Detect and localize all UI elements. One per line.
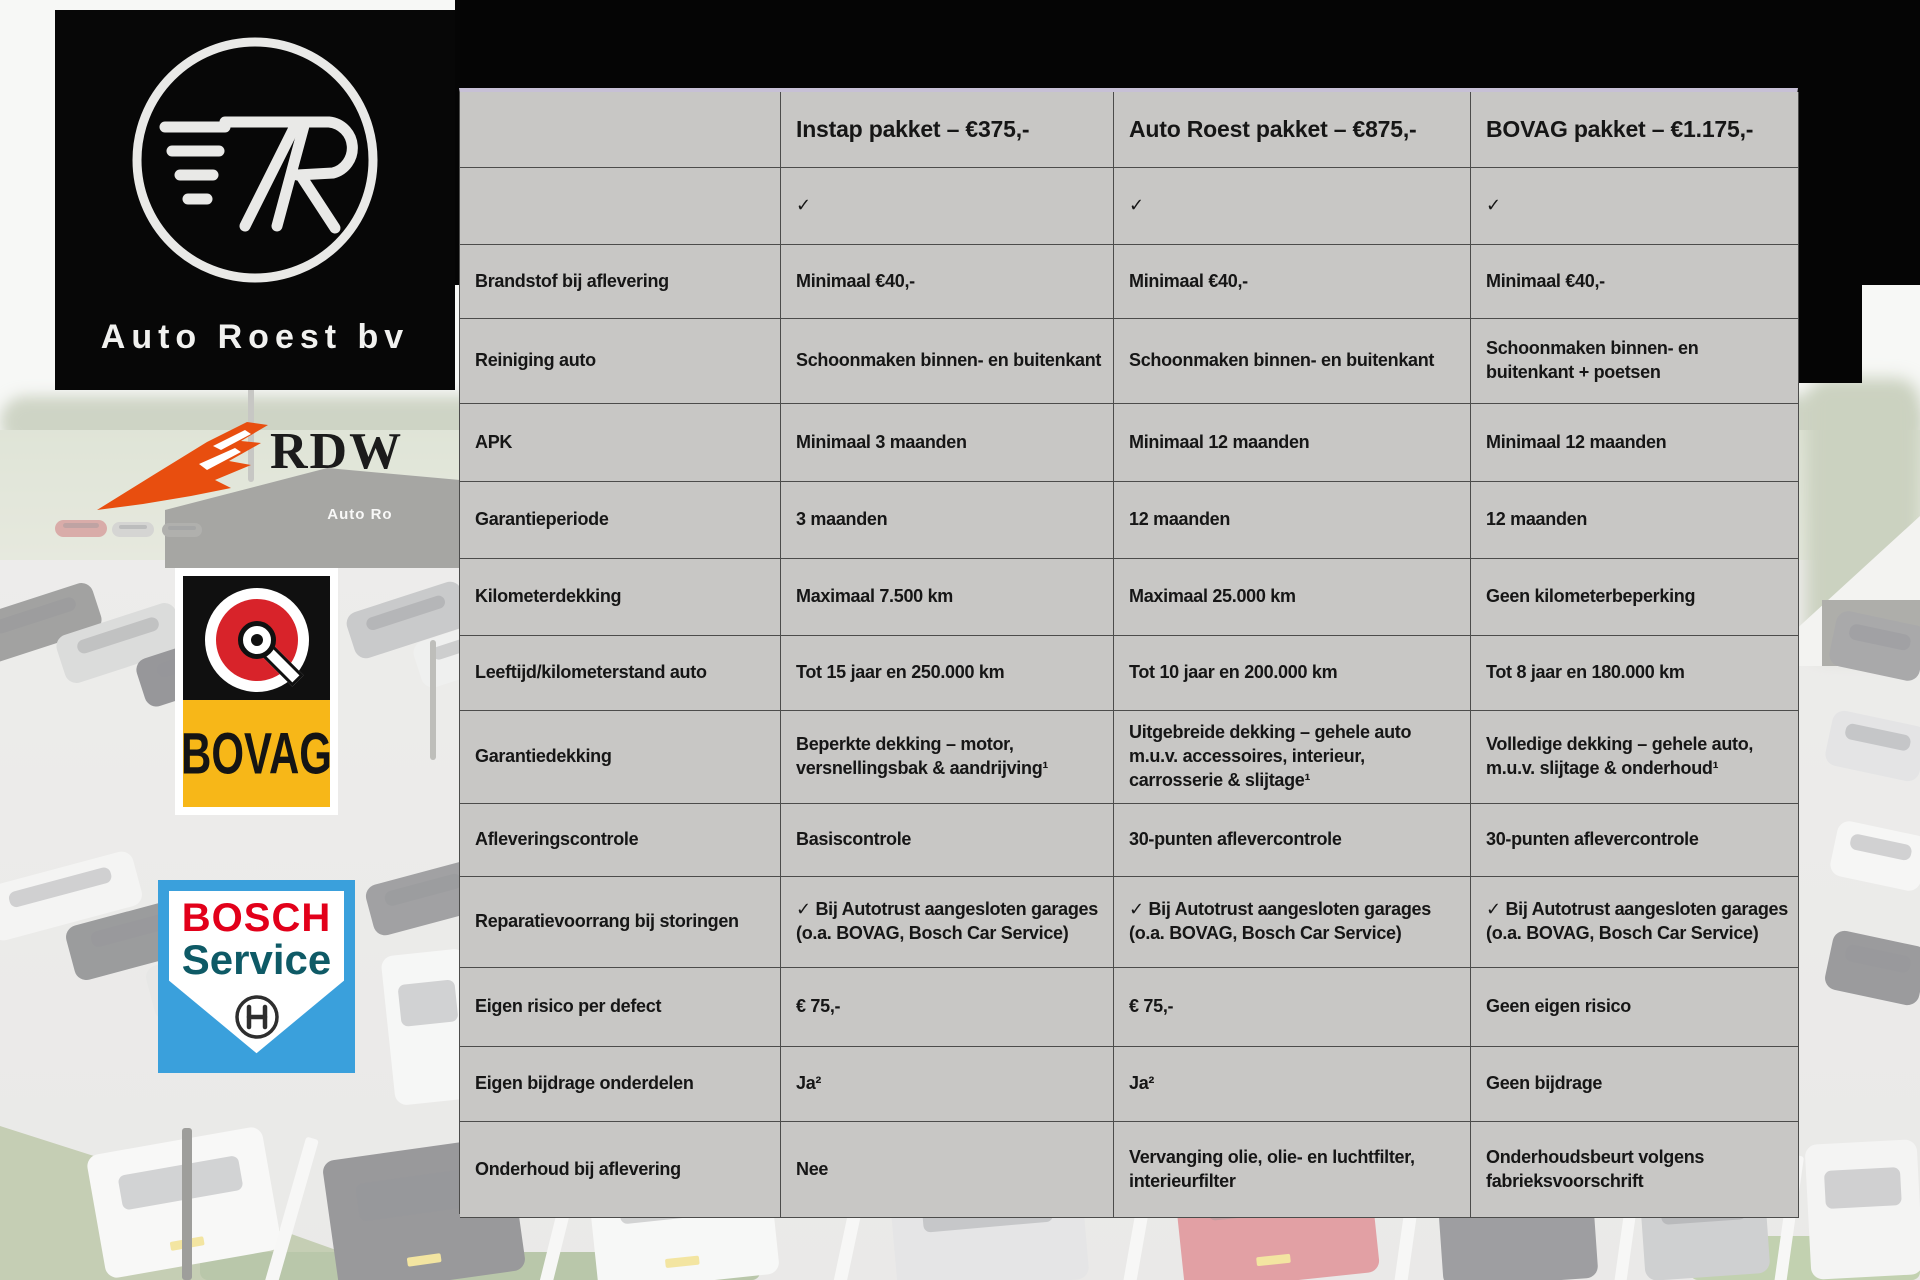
bovag-wordmark-area: [183, 700, 330, 807]
rdw-wordmark: RDW: [270, 423, 404, 480]
cell-value: ✓: [1114, 168, 1471, 245]
row-label: Garantiedekking: [460, 711, 781, 804]
cell-value: Schoonmaken binnen- en buitenkant: [781, 319, 1114, 404]
cell-value: 12 maanden: [1114, 482, 1471, 559]
row-label: [460, 168, 781, 245]
row-label: Onderhoud bij aflevering: [460, 1122, 781, 1218]
cell-value: Vervanging olie, olie- en luchtfilter, interieurfilter: [1114, 1122, 1471, 1218]
corner-cell: [460, 92, 781, 168]
package-comparison-table: [459, 88, 1798, 1214]
column-header: Instap pakket – €375,-: [781, 92, 1114, 168]
cell-value: 12 maanden: [1471, 482, 1799, 559]
cell-value: Minimaal €40,-: [1471, 245, 1799, 319]
row-label: Reiniging auto: [460, 319, 781, 404]
cell-value: ✓: [1471, 168, 1799, 245]
rdw-logo: [95, 412, 405, 527]
cell-value: 3 maanden: [781, 482, 1114, 559]
dealer-name: Auto Roest bv: [100, 318, 410, 356]
cell-value: Beperkte dekking – motor, versnellingsbak & aandrijving¹: [781, 711, 1114, 804]
bovag-wordmark: BOVAG: [181, 719, 332, 786]
rdw-wing-icon: [95, 412, 270, 512]
bosch-armature-icon: [232, 992, 282, 1047]
row-label: Garantieperiode: [460, 482, 781, 559]
row-label: Reparatievoorrang bij storingen: [460, 877, 781, 968]
cell-value: Minimaal 12 maanden: [1114, 404, 1471, 482]
bosch-service-logo: [158, 880, 355, 1073]
bosch-wordmark: BOSCH: [181, 896, 332, 940]
cell-value: ✓ Bij Autotrust aangesloten garages (o.a. BOVAG, Bosch Car Service): [781, 877, 1114, 968]
cell-value: ✓ Bij Autotrust aangesloten garages (o.a. BOVAG, Bosch Car Service): [1471, 877, 1799, 968]
column-header: Auto Roest pakket – €875,-: [1114, 92, 1471, 168]
cell-value: Tot 10 jaar en 200.000 km: [1114, 636, 1471, 711]
cell-value: Schoonmaken binnen- en buitenkant: [1114, 319, 1471, 404]
cell-value: Geen eigen risico: [1471, 968, 1799, 1047]
cell-value: ✓: [781, 168, 1114, 245]
cell-value: Schoonmaken binnen- en buitenkant + poetsen: [1471, 319, 1799, 404]
bovag-symbol-icon: [183, 576, 330, 700]
row-label: APK: [460, 404, 781, 482]
cell-value: Tot 15 jaar en 250.000 km: [781, 636, 1114, 711]
cell-value: 30-punten aflevercontrole: [1114, 804, 1471, 877]
cell-value: Geen kilometerbeperking: [1471, 559, 1799, 636]
row-label: Afleveringscontrole: [460, 804, 781, 877]
cell-value: Minimaal €40,-: [1114, 245, 1471, 319]
bovag-logo: [175, 568, 338, 815]
column-header: BOVAG pakket – €1.175,-: [1471, 92, 1799, 168]
cell-value: Minimaal 12 maanden: [1471, 404, 1799, 482]
cell-value: Geen bijdrage: [1471, 1047, 1799, 1122]
cell-value: Nee: [781, 1122, 1114, 1218]
row-label: Eigen bijdrage onderdelen: [460, 1047, 781, 1122]
cell-value: € 75,-: [1114, 968, 1471, 1047]
cell-value: € 75,-: [781, 968, 1114, 1047]
cell-value: Ja²: [781, 1047, 1114, 1122]
cell-value: Maximaal 25.000 km: [1114, 559, 1471, 636]
cell-value: Minimaal 3 maanden: [781, 404, 1114, 482]
cell-value: Onderhoudsbeurt volgens fabrieksvoorschrift: [1471, 1122, 1799, 1218]
auto-roest-logo: [55, 10, 455, 390]
row-label: Brandstof bij aflevering: [460, 245, 781, 319]
cell-value: Maximaal 7.500 km: [781, 559, 1114, 636]
cell-value: Volledige dekking – gehele auto, m.u.v. slijtage & onderhoud¹: [1471, 711, 1799, 804]
cell-value: Ja²: [1114, 1047, 1471, 1122]
black-right-step: [1798, 0, 1862, 383]
row-label: Eigen risico per defect: [460, 968, 781, 1047]
row-label: Leeftijd/kilometerstand auto: [460, 636, 781, 711]
bosch-service-wordmark: Service: [181, 936, 332, 983]
row-label: Kilometerdekking: [460, 559, 781, 636]
cell-value: 30-punten aflevercontrole: [1471, 804, 1799, 877]
cell-value: Uitgebreide dekking – gehele auto m.u.v. accessoires, interieur, carrosserie & slijtage¹: [1114, 711, 1471, 804]
cell-value: ✓ Bij Autotrust aangesloten garages (o.a. BOVAG, Bosch Car Service): [1114, 877, 1471, 968]
cell-value: Basiscontrole: [781, 804, 1114, 877]
cell-value: Tot 8 jaar en 180.000 km: [1471, 636, 1799, 711]
cell-value: Minimaal €40,-: [781, 245, 1114, 319]
auto-roest-monogram-icon: [125, 30, 385, 295]
